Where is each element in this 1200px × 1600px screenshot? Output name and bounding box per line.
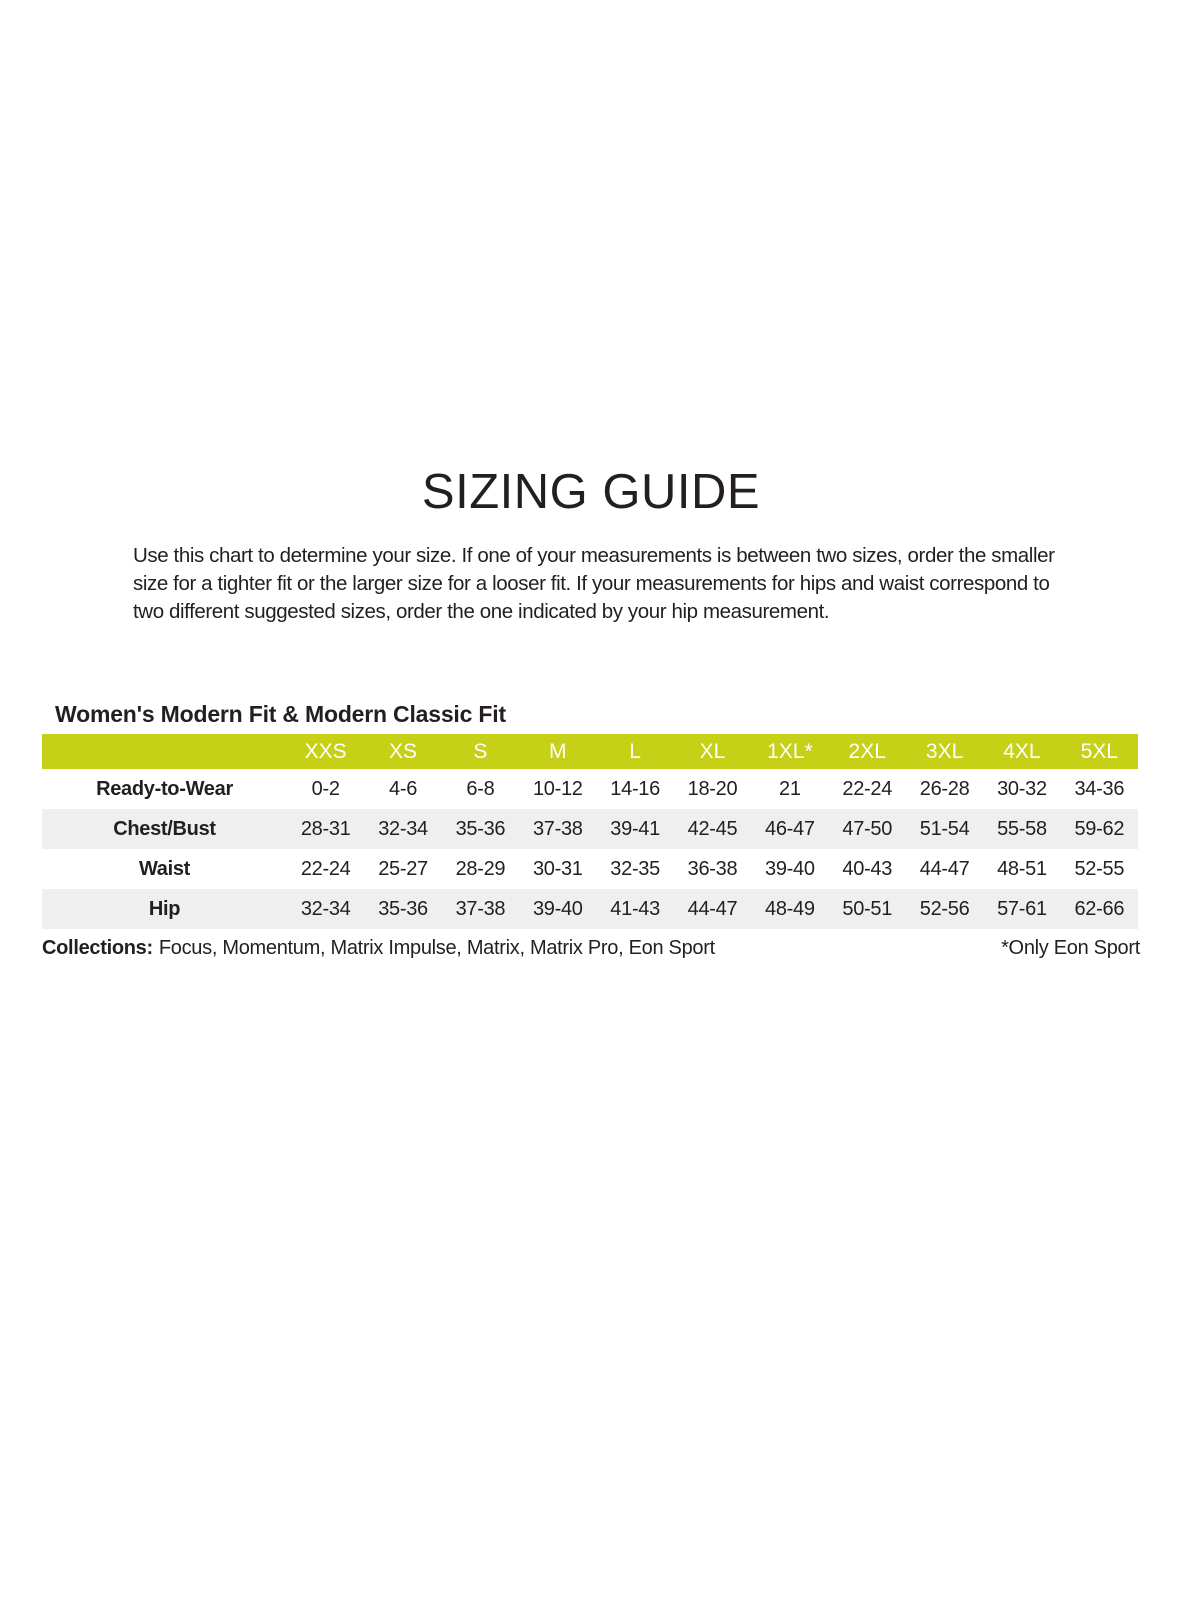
size-cell: 48-51 [997, 857, 1047, 880]
size-cell: 30-31 [532, 857, 583, 880]
size-cell: 32-35 [610, 857, 660, 880]
column-header-l: L [629, 739, 641, 763]
size-cell: 4-6 [389, 777, 418, 800]
size-cell: 55-58 [997, 817, 1047, 840]
size-cell: 47-50 [842, 817, 893, 840]
size-cell: 22-24 [842, 777, 893, 800]
size-cell: 10-12 [532, 777, 583, 800]
size-cell: 44-47 [687, 897, 738, 920]
size-cell: 35-36 [378, 897, 428, 920]
table-row-chest-bust [42, 809, 1138, 849]
size-cell: 28-31 [300, 817, 351, 840]
size-cell: 48-49 [765, 897, 815, 920]
size-cell: 22-24 [300, 857, 351, 880]
size-cell: 50-51 [842, 897, 893, 920]
collections-label: Collections: [42, 937, 153, 959]
row-label: Waist [138, 857, 191, 880]
row-label: Ready-to-Wear [96, 777, 233, 800]
column-header-5xl: 5XL [1080, 739, 1118, 763]
size-cell: 28-29 [455, 857, 506, 880]
column-header-3xl: 3XL [925, 739, 964, 763]
column-header-2xl: 2XL [848, 739, 886, 763]
table-row-ready-to-wear [42, 769, 1138, 809]
page-title: SIZING GUIDE [421, 465, 761, 519]
footnote-only-eon-sport: *Only Eon Sport [1001, 937, 1140, 959]
collections-footer [42, 935, 1140, 961]
table-row-waist [42, 849, 1138, 889]
column-header-xl: XL [699, 739, 726, 763]
size-cell: 6-8 [466, 777, 495, 800]
size-chart-table [42, 734, 1138, 929]
content-area [42, 0, 1140, 961]
size-cell: 32-34 [300, 897, 351, 920]
size-cell: 0-2 [311, 777, 340, 800]
size-cell: 39-40 [532, 897, 583, 920]
table-row-hip [42, 889, 1138, 929]
size-cell: 30-32 [997, 777, 1047, 800]
section-heading: Women's Modern Fit & Modern Classic Fit [55, 701, 506, 727]
size-cell: 62-66 [1074, 897, 1125, 920]
collections-list: Focus, Momentum, Matrix Impulse, Matrix, Matrix Pro, Eon Sport [158, 937, 715, 959]
size-cell: 41-43 [610, 897, 660, 920]
column-header-1xl: 1XL* [767, 739, 813, 763]
size-cell: 52-55 [1074, 857, 1125, 880]
size-cell: 51-54 [919, 817, 970, 840]
size-cell: 59-62 [1074, 817, 1125, 840]
size-cell: 37-38 [455, 897, 506, 920]
size-cell: 37-38 [532, 817, 583, 840]
row-label: Chest/Bust [113, 817, 216, 840]
row-label: Hip [148, 897, 181, 920]
column-header-xs: XS [389, 739, 418, 763]
size-cell: 57-61 [997, 897, 1047, 920]
size-cell: 25-27 [378, 857, 428, 880]
column-header-4xl: 4XL [1003, 739, 1041, 763]
intro-paragraph: Use this chart to determine your size. If one of your measurements is between two sizes, order the smaller size for a tighter fit or the larger size for a looser fit. If your measurements for hips and waist correspond to two different suggested sizes, order the one indicated by your hip measurement. [133, 544, 1055, 623]
size-cell: 32-34 [378, 817, 428, 840]
size-cell: 36-38 [687, 857, 738, 880]
size-cell: 21 [779, 777, 801, 800]
size-cell: 39-41 [610, 817, 660, 840]
size-cell: 52-56 [919, 897, 970, 920]
size-cell: 14-16 [610, 777, 660, 800]
size-cell: 46-47 [765, 817, 815, 840]
size-cell: 44-47 [919, 857, 970, 880]
collections-line [42, 935, 715, 961]
size-cell: 26-28 [919, 777, 970, 800]
size-cell: 40-43 [842, 857, 893, 880]
size-cell: 18-20 [687, 777, 738, 800]
size-cell: 35-36 [455, 817, 506, 840]
size-cell: 34-36 [1074, 777, 1125, 800]
column-header-m: M [549, 739, 567, 763]
size-chart-header-row [42, 734, 1138, 769]
size-cell: 42-45 [687, 817, 738, 840]
column-header-xxs: XXS [304, 739, 347, 763]
size-cell: 39-40 [765, 857, 815, 880]
column-header-s: S [473, 739, 488, 763]
